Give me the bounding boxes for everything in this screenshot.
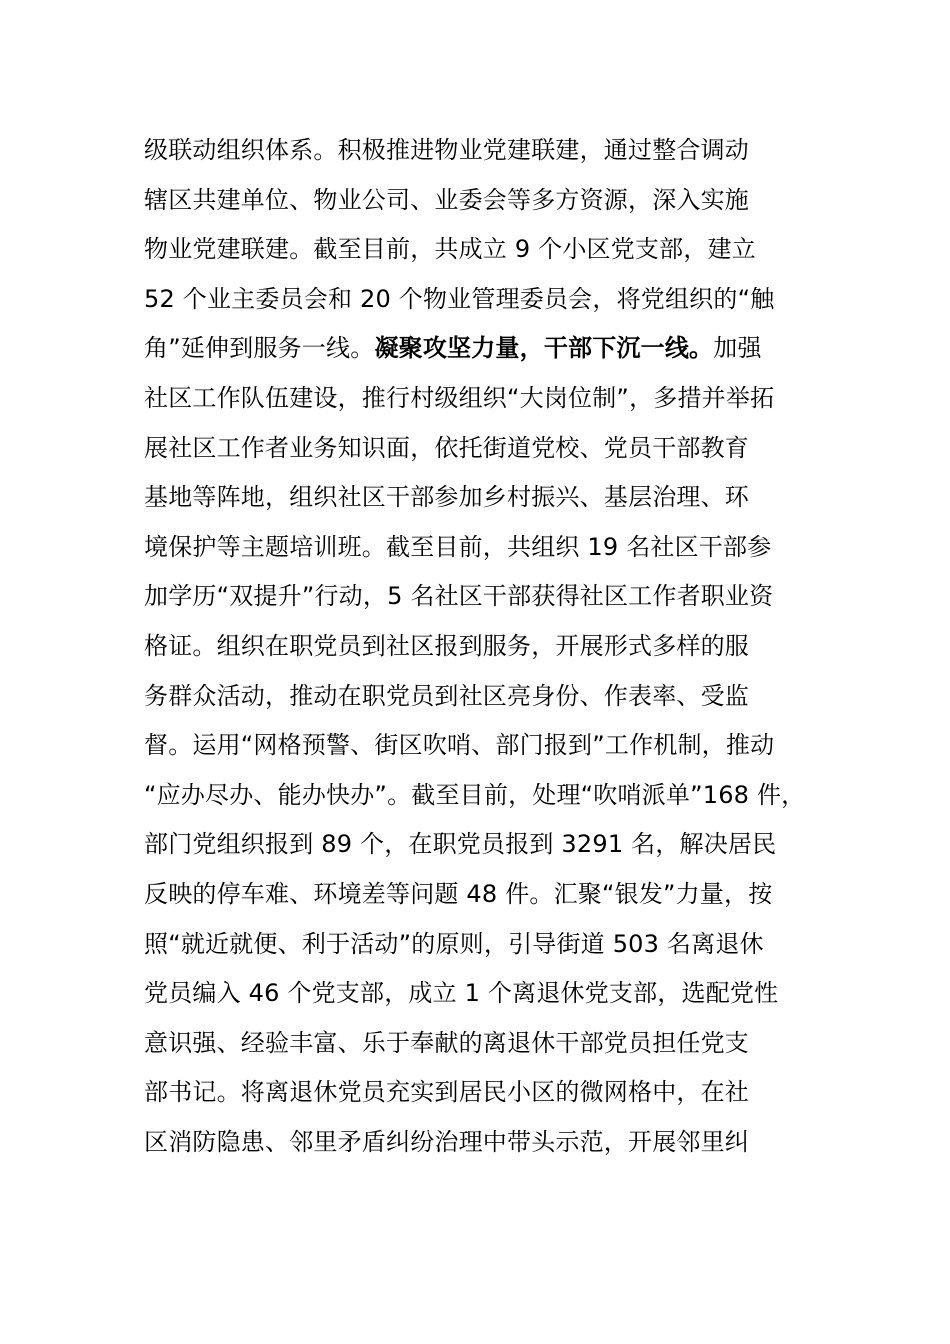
text-segment: 部门党组织报到 89 个，在职党员报到 3291 名，解决居民: [144, 830, 777, 859]
text-line: [144, 225, 844, 275]
text-segment: 角”延伸到服务一线。: [144, 334, 375, 363]
text-segment: 加学历“双提升”行动，5 名社区干部获得社区工作者职业资: [144, 582, 774, 611]
text-segment: 物业党建联建。截至目前，共成立 9 个小区党支部，建立: [144, 235, 756, 264]
text-segment: 反映的停车难、环境差等问题 48 件。汇聚“银发”力量，按: [144, 879, 773, 908]
text-line: [144, 572, 844, 622]
bold-heading-text: 凝聚攻坚力量，干部下沉一线。: [374, 334, 714, 363]
text-line: [144, 969, 844, 1019]
text-segment: 务群众活动，推动在职党员到社区亮身份、作表率、受监: [144, 681, 749, 710]
text-line: [144, 622, 844, 672]
text-segment: 展社区工作者业务知识面，依托街道党校、党员干部教育: [144, 433, 749, 462]
text-line: [144, 374, 844, 424]
text-segment: 意识强、经验丰富、乐于奉献的离退休干部党员担任党支: [144, 1028, 749, 1057]
text-segment: 区消防隐患、邻里矛盾纠纷治理中带头示范，开展邻里纠: [144, 1127, 749, 1156]
text-line: [144, 424, 844, 474]
text-segment: “应办尽办、能办快办”。截至目前，处理“吹哨派单”168 件，: [144, 780, 806, 809]
text-segment: 部书记。将离退休党员充实到居民小区的微网格中，在社: [144, 1078, 749, 1107]
text-line: [144, 324, 844, 374]
text-segment: 党员编入 46 个党支部，成立 1 个离退休党支部，选配党性: [144, 979, 779, 1008]
text-segment: 加强: [713, 334, 762, 363]
text-line: [144, 920, 844, 970]
text-segment: 格证。组织在职党员到社区报到服务，开展形式多样的服: [144, 631, 749, 660]
text-line: [144, 523, 844, 573]
text-segment: 社区工作队伍建设，推行村级组织“大岗位制”，多措并举拓: [144, 383, 775, 412]
text-line: [144, 771, 844, 821]
text-segment: 照“就近就便、利于活动”的原则，引导街道 503 名离退休: [144, 929, 764, 958]
text-segment: 督。运用“网格预警、街区吹哨、部门报到”工作机制，推动: [144, 731, 775, 760]
text-line: [144, 126, 844, 176]
text-line: [144, 672, 844, 722]
text-segment: 基地等阵地，组织社区干部参加乡村振兴、基层治理、环: [144, 483, 749, 512]
body-paragraph: [144, 126, 844, 1167]
text-line: [144, 1019, 844, 1069]
text-segment: 52 个业主委员会和 20 个物业管理委员会，将党组织的“触: [144, 284, 775, 313]
text-line: [144, 870, 844, 920]
text-line: [144, 721, 844, 771]
text-line: [144, 473, 844, 523]
text-line: [144, 176, 844, 226]
text-segment: 境保护等主题培训班。截至目前，共组织 19 名社区干部参: [144, 532, 772, 561]
text-segment: 辖区共建单位、物业公司、业委会等多方资源，深入实施: [144, 185, 749, 214]
text-line: [144, 275, 844, 325]
text-segment: 级联动组织体系。积极推进物业党建联建，通过整合调动: [144, 136, 749, 164]
text-line: [144, 820, 844, 870]
text-line: [144, 1068, 844, 1118]
text-line: [144, 1118, 844, 1168]
